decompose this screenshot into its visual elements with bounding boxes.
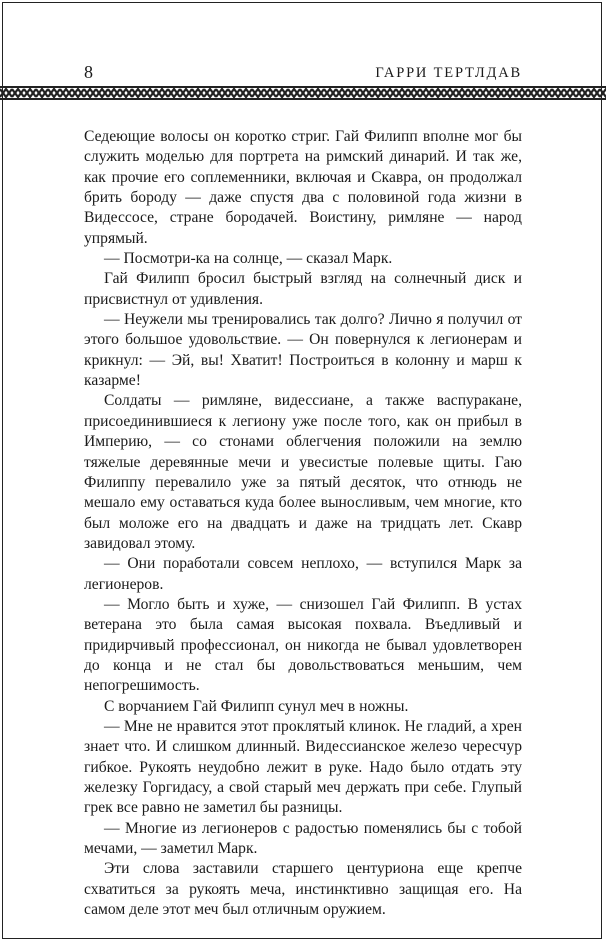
paragraph: Эти слова заставили старшего центуриона еще крепче схватиться за рукоять меча, инстинктивно защищая его. На самом деле этот меч был отличным оружием. — [84, 860, 522, 919]
paragraph: — Многие из легионеров с радостью поменялись бы с тобой мечами, — заметил Марк. — [84, 819, 522, 858]
paragraph: — Могло быть и хуже, — снизошел Гай Филипп. В устах ветерана это была самая высокая похвала. Въедливый и придирчивый профессионал, он никогда не бывал удовлетворен до конца и не стал бы довольствоваться меньшим, чем непогрешимость. — [84, 595, 522, 695]
paragraph: Гай Филипп бросил быстрый взгляд на солнечный диск и присвистнул от удивления. — [84, 270, 522, 308]
decorative-braid-border — [0, 86, 606, 100]
paragraph: — Мне не нравится этот проклятый клинок. Не гладий, а хрен знает что. И слишком длинный. Видессианское железо чересчур гибкое. Рукоять неудобно лежит в руке. Надо было отдать эту железку Горгидасу, а свой старый меч держать при себе. Глупый грек все равно не заметил бы разницы. — [84, 717, 522, 817]
paragraph: С ворчанием Гай Филипп сунул меч в ножны. — [104, 697, 409, 715]
paragraph: — Неужели мы тренировались так долго? Лично я получил от этого большое удовольствие. — Он повернулся к легионерам и крикнул: — Эй, вы! Хватит! Построиться в колонну и марш к казарме! — [84, 311, 522, 390]
paragraph: Солдаты — римляне, видессиане, а также васпуракане, присоединившиеся к легиону уже после того, как он прибыл в Империю, — со стонами облегчения положили на землю тяжелые деревянные мечи и увесистые полевые щиты. Гаю Филиппу перевалило уже за пятый десяток, что отнюдь не мешало ему оставаться куда более выносливым, чем многие, кто был моложе его на двадцать и даже на тридцать лет. Скавр завидовал этому. — [84, 392, 522, 552]
body-text — [84, 127, 522, 920]
page-number: 8 — [84, 62, 93, 82]
paragraph: — Они поработали совсем неплохо, — вступился Марк за легионеров. — [84, 555, 522, 593]
paragraph: Седеющие волосы он коротко стриг. Гай Филипп вполне мог бы служить моделью для портрета на римский динарий. И так же, как прочие его соплеменники, включая и Скавра, он продолжал брить бороду — даже спустя два с половиной года жизни в Видессосе, стране бородачей. Воистину, римляне — народ упрямый. — [84, 128, 522, 247]
page-header — [84, 60, 522, 84]
paragraph: — Посмотри-ка на солнце, — сказал Марк. — [104, 250, 393, 268]
running-head: ГАРРИ ТЕРТЛДАВ — [375, 65, 522, 81]
